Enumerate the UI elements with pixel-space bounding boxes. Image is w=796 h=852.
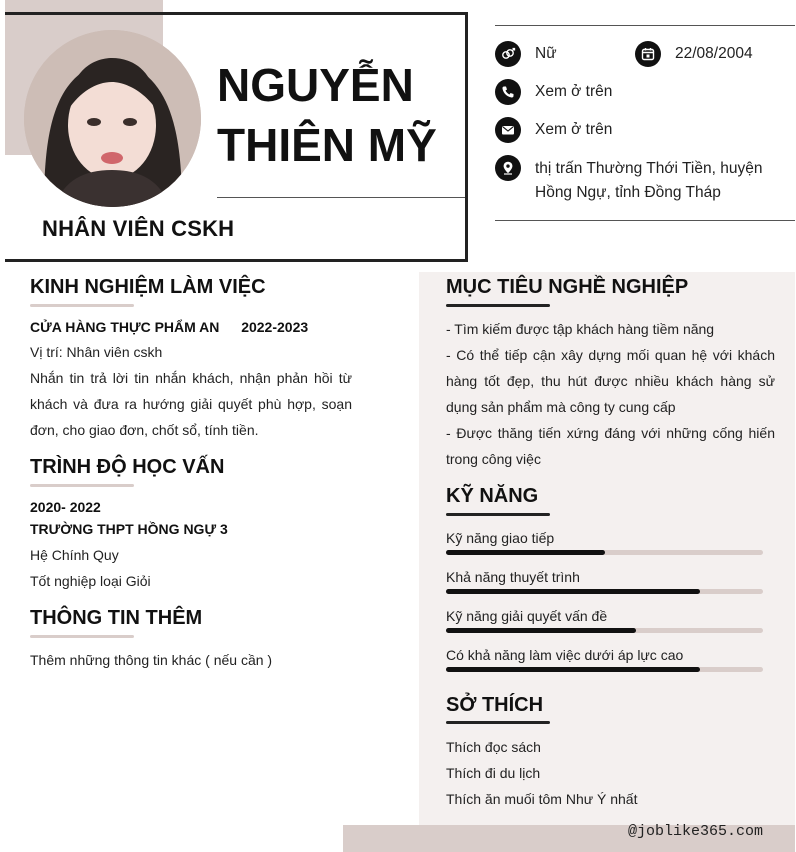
objective-line-2: - Có thể tiếp cận xây dựng mối quan hệ với khách xyxy=(446,347,775,363)
skills-title: KỸ NĂNG xyxy=(446,485,539,507)
education-type: Hệ Chính Quy xyxy=(30,547,119,563)
skill-bar xyxy=(446,628,763,633)
experience-role: Vị trí: Nhân viên cskh xyxy=(30,344,163,360)
address-line-2: Hồng Ngự, tỉnh Đồng Tháp xyxy=(535,184,721,201)
candidate-name xyxy=(217,55,462,175)
experience-period: 2022-2023 xyxy=(241,319,309,335)
education-underline xyxy=(30,484,134,487)
name-line-1: NGUYỄN xyxy=(217,59,414,111)
avatar xyxy=(24,30,201,207)
skill-bar xyxy=(446,667,763,672)
hobbies-title: SỞ THÍCH xyxy=(446,694,544,716)
skill-label: Kỹ năng giải quyết vấn đề xyxy=(446,608,608,624)
hobbies-underline xyxy=(446,721,550,724)
skill-bar-fill xyxy=(446,628,636,633)
experience-desc-line-2: khách và đưa ra hướng giải quyết phù hợp, soạn xyxy=(30,396,352,412)
hobby-item: Thích ăn muối tôm Như Ý nhất xyxy=(446,791,638,807)
hobby-item: Thích đi du lịch xyxy=(446,765,541,781)
extra-info-underline xyxy=(30,635,134,638)
birthdate-text: 22/08/2004 xyxy=(675,45,753,62)
objective-line-5: - Được thăng tiến xứng đáng với những cống hiến xyxy=(446,425,775,441)
contact-divider-top xyxy=(495,25,795,26)
objective-title: MỤC TIÊU NGHỀ NGHIỆP xyxy=(446,276,689,298)
footer-watermark: @joblike365.com xyxy=(628,823,764,840)
skills-underline xyxy=(446,513,550,516)
skill-bar-fill xyxy=(446,667,700,672)
extra-info-text: Thêm những thông tin khác ( nếu cần ) xyxy=(30,652,273,668)
gender-text: Nữ xyxy=(535,45,557,62)
extra-info-title: THÔNG TIN THÊM xyxy=(30,607,203,629)
objective-line-4: dụng sản phẩm mà công ty cung cấp xyxy=(446,399,676,415)
address-text xyxy=(535,157,790,205)
experience-desc-line-1: Nhắn tin trả lời tin nhắn khách, nhận phản hồi từ xyxy=(30,370,352,386)
hobby-item: Thích đọc sách xyxy=(446,739,541,755)
experience-company xyxy=(30,314,308,340)
objective-underline xyxy=(446,304,550,307)
experience-desc-line-3: đơn, cho giao đơn, chốt sổ, tính tiền. xyxy=(30,422,259,438)
phone-icon xyxy=(495,79,521,105)
objective-line-6: trong công việc xyxy=(446,451,541,467)
email-text: Xem ở trên xyxy=(535,121,613,138)
skill-label: Khả năng thuyết trình xyxy=(446,569,580,585)
skill-bar-fill xyxy=(446,550,605,555)
objective-line-1: - Tìm kiếm được tập khách hàng tiềm năng xyxy=(446,321,715,337)
objective-text xyxy=(446,316,775,472)
skill-label: Có khả năng làm việc dưới áp lực cao xyxy=(446,647,684,663)
skill-bar xyxy=(446,550,763,555)
phone-text: Xem ở trên xyxy=(535,83,613,100)
experience-underline xyxy=(30,304,134,307)
name-line-2: THIÊN MỸ xyxy=(217,119,437,171)
education-result: Tốt nghiệp loại Giỏi xyxy=(30,573,151,589)
objective-line-3: hàng tốt đẹp, thu hút được nhiều khách hàng sử xyxy=(446,373,775,389)
experience-description xyxy=(30,365,352,443)
skill-bar xyxy=(446,589,763,594)
name-divider xyxy=(217,197,465,198)
calendar-icon xyxy=(635,41,661,67)
contact-divider-bottom xyxy=(495,220,795,221)
mail-icon xyxy=(495,117,521,143)
gender-icon xyxy=(495,41,521,67)
skill-label: Kỹ năng giao tiếp xyxy=(446,530,555,546)
avatar-photo xyxy=(24,30,201,207)
experience-company-name: CỬA HÀNG THỰC PHẨM AN xyxy=(30,319,220,335)
education-school: TRƯỜNG THPT HỒNG NGỰ 3 xyxy=(30,521,228,537)
job-position: NHÂN VIÊN CSKH xyxy=(42,216,235,241)
location-icon xyxy=(495,155,521,181)
education-period: 2020- 2022 xyxy=(30,499,101,515)
skill-bar-fill xyxy=(446,589,700,594)
education-title: TRÌNH ĐỘ HỌC VẤN xyxy=(30,456,225,478)
experience-title: KINH NGHIỆM LÀM VIỆC xyxy=(30,276,266,298)
address-line-1: thị trấn Thường Thới Tiền, huyện xyxy=(535,160,763,177)
